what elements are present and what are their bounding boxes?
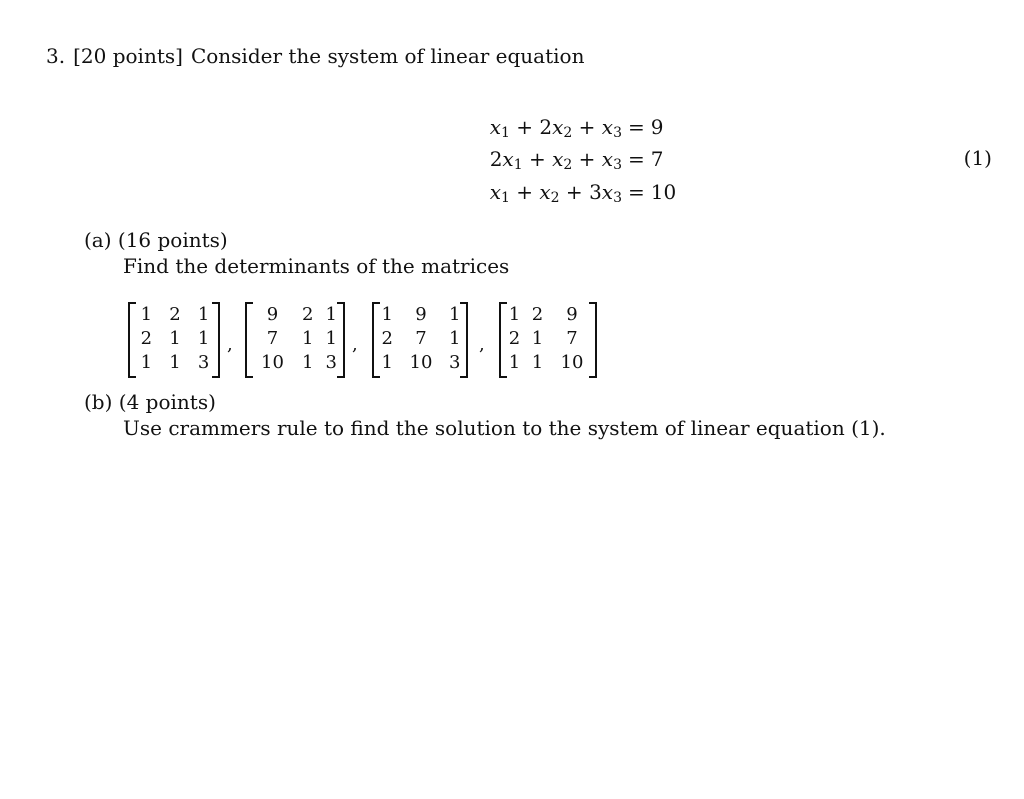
matrix-row [376, 327, 466, 351]
equation-lhs [442, 147, 622, 177]
operator: + [509, 115, 540, 139]
operator: + [522, 147, 553, 171]
matrix-table [376, 303, 466, 375]
matrix-cell: 1 [449, 304, 461, 325]
matrix-cell: 1 [381, 352, 393, 373]
matrix-cell: 1 [169, 328, 181, 349]
part-b-points: (4 points) [118, 390, 216, 414]
matrix-cell: 1 [325, 304, 337, 325]
matrix-cell: 3 [449, 352, 461, 373]
subscript: 3 [613, 157, 622, 173]
equation-term [539, 180, 559, 204]
variable: x [539, 180, 551, 204]
part-b-label: (b) [84, 390, 113, 414]
subscript: 2 [563, 125, 573, 141]
matrix-cell: 10 [560, 352, 584, 373]
part-b-heading [84, 390, 216, 414]
matrix-cell: 10 [261, 352, 284, 373]
matrix [499, 302, 597, 378]
matrix-separator: , [227, 334, 233, 355]
matrix-row [132, 351, 218, 375]
matrix-cell: 3 [325, 352, 337, 373]
part-a-label: (a) [84, 228, 112, 252]
equation-number: (1) [963, 146, 992, 170]
matrix-cell: 10 [409, 352, 433, 373]
operator: + [572, 115, 602, 139]
part-a-text: Find the determinants of the matrices [123, 254, 510, 278]
variable: x [489, 115, 501, 139]
equation-term [490, 147, 523, 171]
matrix-cell: 7 [415, 328, 427, 349]
matrix-cell: 1 [531, 328, 544, 349]
matrix-cell: 9 [266, 304, 279, 325]
variable: x [502, 147, 514, 171]
matrix [245, 302, 345, 378]
variable: x [552, 147, 564, 171]
matrix-cell: 1 [449, 328, 461, 349]
matrix-cell: 2 [531, 304, 544, 325]
matrix-cell: 1 [140, 304, 153, 325]
coefficient: 3 [589, 180, 602, 204]
matrix-cell: 2 [508, 328, 521, 349]
matrix-cell: 2 [302, 304, 314, 325]
matrix-cell: 1 [302, 328, 314, 349]
subscript: 2 [563, 157, 573, 173]
equation-row [442, 115, 664, 145]
matrix-table [132, 303, 218, 375]
subscript: 1 [500, 190, 510, 206]
operator: + [559, 180, 590, 204]
variable: x [489, 180, 501, 204]
equation-term [589, 180, 622, 204]
matrix-row [376, 303, 466, 327]
subscript: 1 [500, 125, 510, 141]
equation-row [442, 180, 676, 210]
equation-rhs: 9 [650, 115, 664, 139]
matrix-cell: 7 [566, 328, 578, 349]
matrix-cell: 1 [325, 328, 337, 349]
matrix-table [503, 303, 595, 375]
part-a-heading [84, 228, 228, 252]
subscript: 3 [613, 190, 622, 206]
matrix-cell: 1 [169, 352, 181, 373]
equation-term [602, 147, 622, 171]
matrix-cell: 1 [197, 328, 210, 349]
operator: + [509, 180, 540, 204]
problem-number: 3. [46, 44, 66, 68]
matrix-cell: 2 [169, 304, 181, 325]
equation-rhs: 10 [650, 180, 677, 204]
matrix-row [249, 303, 343, 327]
matrix-cell: 2 [381, 328, 393, 349]
matrix-cell: 9 [415, 304, 427, 325]
matrix-row [249, 351, 343, 375]
problem-points: [20 points] [73, 44, 183, 68]
equation-term [602, 115, 622, 139]
variable: x [601, 115, 614, 139]
equation-term [539, 115, 572, 139]
equals-sign: = [628, 147, 645, 171]
matrix-cell: 7 [266, 328, 279, 349]
matrix-row [132, 303, 218, 327]
coefficient: 2 [489, 147, 503, 171]
equation-lhs [442, 180, 622, 210]
equation-row [442, 147, 664, 177]
equals-sign: = [628, 115, 645, 139]
matrix-row [503, 327, 595, 351]
matrix-separator: , [352, 334, 358, 355]
matrix-cell: 1 [302, 352, 314, 373]
coefficient: 2 [539, 115, 553, 139]
matrix [372, 302, 468, 378]
equals-sign: = [628, 180, 645, 204]
matrix [128, 302, 220, 378]
matrix-cell: 1 [508, 352, 521, 373]
equation-lhs [442, 115, 622, 145]
matrix-row [376, 351, 466, 375]
matrix-cell: 1 [197, 304, 210, 325]
matrix-cell: 1 [140, 352, 153, 373]
subscript: 3 [613, 125, 622, 141]
operator: + [572, 147, 602, 171]
problem-heading [46, 44, 584, 68]
equation-term [490, 115, 510, 139]
matrix-row [249, 327, 343, 351]
matrix-cell: 1 [381, 304, 393, 325]
part-b-text: Use crammers rule to find the solution to the system of linear equation (1). [123, 416, 886, 440]
variable: x [601, 147, 614, 171]
matrix-cell: 2 [140, 328, 153, 349]
matrix-separator: , [479, 334, 485, 355]
matrix-table [249, 303, 343, 375]
matrix-cell: 1 [531, 352, 544, 373]
matrix-cell: 1 [508, 304, 521, 325]
matrix-row [132, 327, 218, 351]
variable: x [601, 180, 614, 204]
matrix-row [503, 303, 595, 327]
equation-rhs: 7 [650, 147, 664, 171]
matrix-cell: 9 [566, 304, 578, 325]
equation-term [490, 180, 510, 204]
problem-prompt: Consider the system of linear equation [190, 44, 585, 68]
part-a-points: (16 points) [117, 228, 228, 252]
matrix-row [503, 351, 595, 375]
equation-term [552, 147, 572, 171]
subscript: 2 [550, 190, 560, 206]
subscript: 1 [513, 157, 523, 173]
matrix-cell: 3 [197, 352, 210, 373]
variable: x [552, 115, 564, 139]
